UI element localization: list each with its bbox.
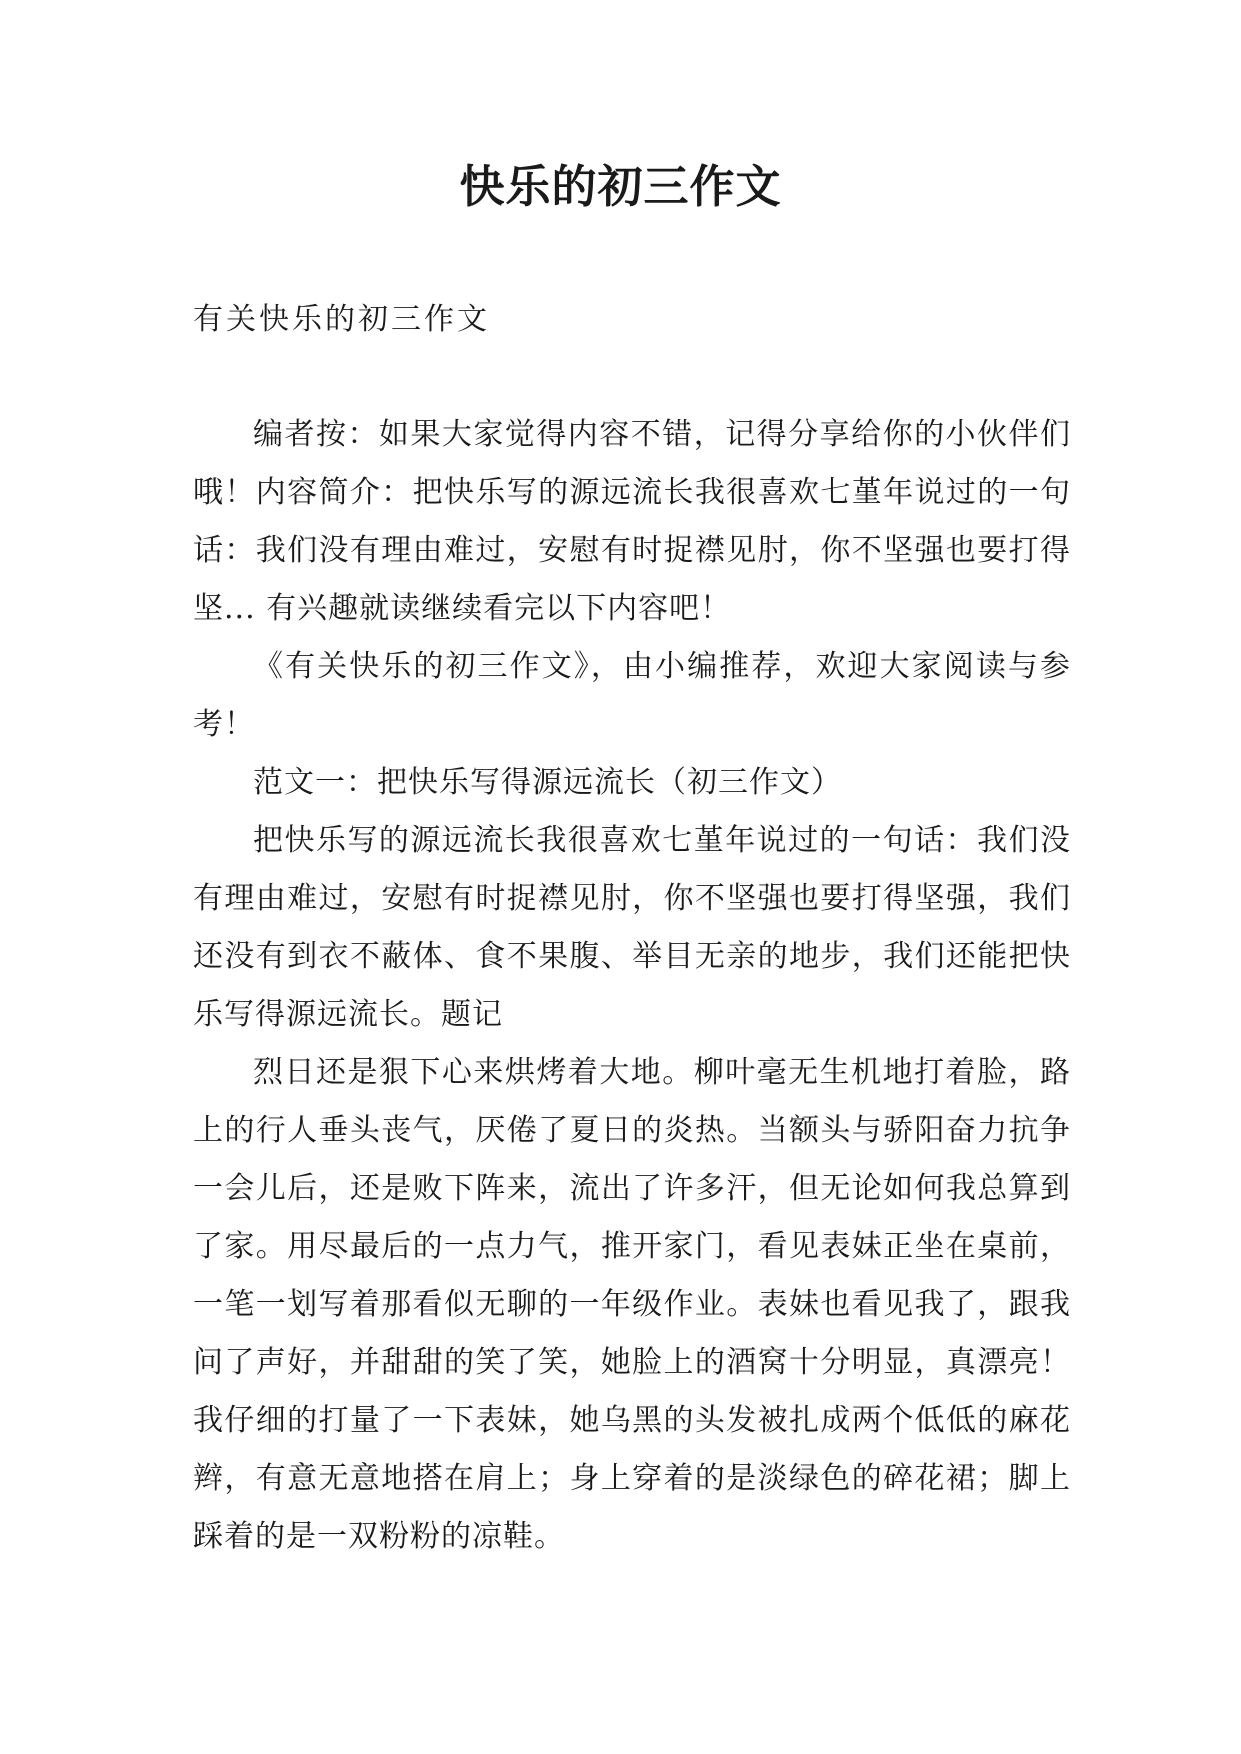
editor-note-paragraph: 编者按：如果大家觉得内容不错，记得分享给你的小伙伴们哦！内容简介：把快乐写的源远流长我很喜欢七堇年说过的一句话：我们没有理由难过，安慰有时捉襟见肘，你不坚强也要打得坚... 有兴趣就读继续看完以下内容吧！ — [193, 417, 1071, 626]
document-subtitle: 有关快乐的初三作文 — [193, 302, 490, 337]
page-title: 快乐的初三作文 — [459, 160, 782, 213]
sample-heading-paragraph: 范文一：把快乐写得源远流长（初三作文） — [253, 765, 842, 800]
recommendation-paragraph: 《有关快乐的初三作文》，由小编推荐，欢迎大家阅读与参考！ — [193, 649, 1071, 742]
epigraph-paragraph: 把快乐写的源远流长我很喜欢七堇年说过的一句话：我们没有理由难过，安慰有时捉襟见肘，你不坚强也要打得坚强，我们还没有到衣不蔽体、食不果腹、举目无亲的地步，我们还能把快乐写得源远流长。题记 — [193, 823, 1071, 1032]
document-body — [193, 406, 1071, 1566]
story-paragraph: 烈日还是狠下心来烘烤着大地。柳叶毫无生机地打着脸，路上的行人垂头丧气，厌倦了夏日的炎热。当额头与骄阳奋力抗争一会儿后，还是败下阵来，流出了许多汗，但无论如何我总算到了家。用尽最后的一点力气，推开家门，看见表妹正坐在桌前，一笔一划写着那看似无聊的一年级作业。表妹也看见我了，跟我问了声好，并甜甜的笑了笑，她脸上的酒窝十分明显，真漂亮！我仔细的打量了一下表妹，她乌黑的头发被扎成两个低低的麻花辫，有意无意地搭在肩上；身上穿着的是淡绿色的碎花裙；脚上踩着的是一双粉粉的凉鞋。 — [193, 1055, 1071, 1554]
